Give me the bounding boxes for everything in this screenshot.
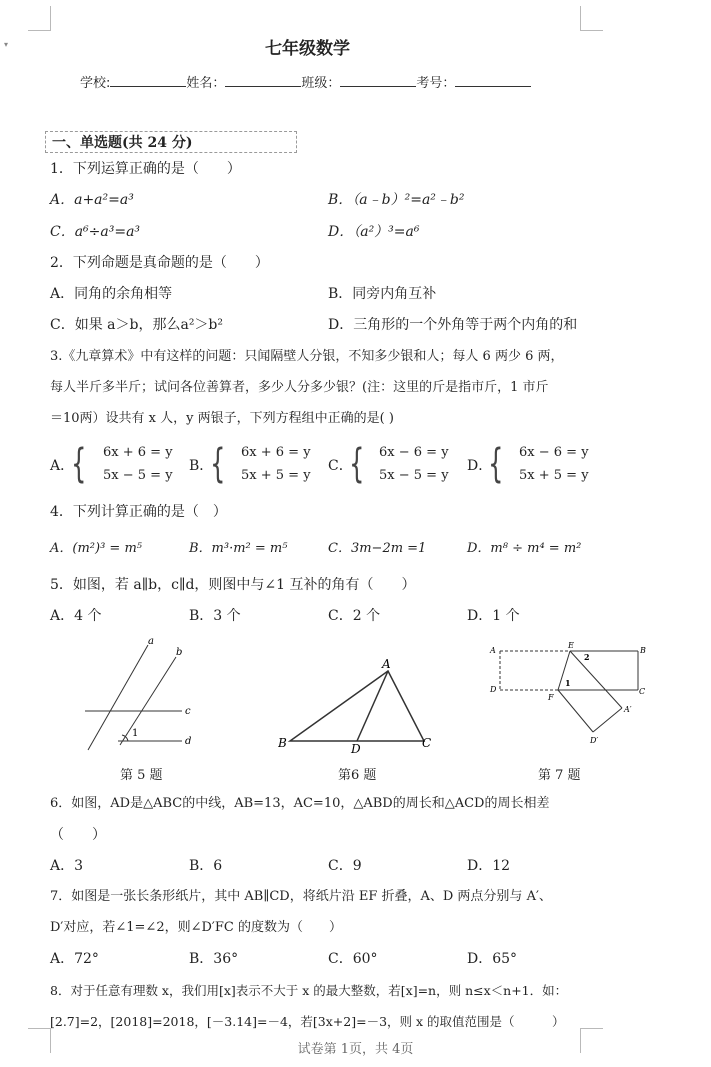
line-a [88, 645, 148, 750]
exam-no-blank[interactable] [455, 73, 531, 87]
caret-icon[interactable]: ▾ [4, 40, 9, 49]
q4-stem: 4．下列计算正确的是（ ） [50, 504, 227, 520]
q6-stem-line2: （ ） [50, 827, 106, 843]
q3-option-label: C． [328, 458, 353, 474]
q3-stem-line3: ＝10两）设共有 x 人，y 两银子，下列方程组中正确的是( ) [50, 411, 394, 426]
label-a: A [382, 657, 391, 671]
label-d: D [351, 742, 361, 755]
label-a: a [148, 636, 154, 647]
figure-6-caption: 第6 题 [338, 768, 377, 783]
q2-option-a: A．同角的余角相等 [50, 286, 173, 302]
label-b: b [176, 647, 183, 658]
q8-stem-line2: [2.7]=2，[2018]=2018，[－3.14]=－4，若[3x+2]=－3，则 x 的取值范围是（ ） [50, 1014, 565, 1029]
figure-6 [278, 655, 438, 755]
q6-stem-line1: 6．如图，AD是△ABC的中线，AB=13，AC=10，△ABD的周长和△ACD的周长相差 [50, 796, 550, 811]
q3-equation-1: 6x − 6 = y [519, 445, 589, 460]
name-label: 姓名： [186, 76, 226, 91]
label-d-prime: D′ [590, 736, 599, 745]
q3-equation-2: 5x + 5 = y [519, 468, 589, 483]
label-b: B [278, 736, 287, 750]
q3-option-label: B． [189, 458, 214, 474]
page-footer: 试卷第 1页，共 4页 [297, 1042, 414, 1057]
q2-option-c: C．如果 a＞b，那么a²＞b² [50, 317, 224, 333]
figure-7 [488, 640, 648, 750]
school-label: 学校: [80, 76, 111, 91]
name-blank[interactable] [225, 73, 301, 87]
q1-option-a: A．a+a²=a³ [50, 192, 134, 208]
label-angle-1: 1 [132, 728, 139, 739]
q3-option-label: D． [467, 458, 493, 474]
q1-option-c: C．a⁶÷a³=a³ [50, 224, 141, 240]
q3-equation-1: 6x − 6 = y [379, 445, 449, 460]
class-label: 班级： [301, 76, 341, 91]
label-c: C [422, 736, 432, 750]
label-d: d [185, 736, 192, 747]
brace-icon: { [210, 441, 226, 487]
q5-option-a: A．4 个 [50, 608, 102, 624]
q3-option-label: A． [50, 458, 75, 474]
q1-option-d: D．（a²）³=a⁶ [328, 224, 420, 240]
school-blank[interactable] [110, 73, 186, 87]
q2-option-d: D．三角形的一个外角等于两个内角的和 [328, 317, 578, 333]
q5-stem: 5．如图，若 a∥b，c∥d，则图中与∠1 互补的角有（ ） [50, 577, 416, 593]
q4-option-b: B．m³·m² = m⁵ [189, 541, 288, 556]
q7-option-c: C．60° [328, 951, 378, 967]
q6-option-b: B．6 [189, 858, 223, 874]
label-a-prime: A′ [624, 705, 632, 714]
q4-option-d: D．m⁸ ÷ m⁴ = m² [467, 541, 582, 556]
q2-stem: 2．下列命题是真命题的是（ ） [50, 255, 269, 271]
label-f: F [548, 693, 554, 702]
q3-stem-line1: 3.《九章算术》中有这样的问题：只闻隔壁人分银，不知多少银和人；每人 6 两少 6 两， [50, 349, 564, 364]
line-b [120, 657, 176, 745]
q2-option-b: B．同旁内角互补 [328, 286, 437, 302]
edge-ea-prime [570, 651, 622, 708]
q7-stem-line1: 7．如图是一张长条形纸片，其中 AB∥CD，将纸片沿 EF 折叠，A、D 两点分别与 A′、 [50, 889, 552, 904]
section-heading: 一、单选题(共 24 分) [45, 131, 297, 153]
q6-option-d: D．12 [467, 858, 511, 874]
info-fields [80, 73, 531, 93]
q7-option-b: B．36° [189, 951, 239, 967]
figure-5 [80, 635, 210, 755]
class-blank[interactable] [340, 73, 416, 87]
brace-icon: { [349, 441, 365, 487]
page-title: 七年级数学 [265, 39, 350, 59]
q5-option-d: D．1 个 [467, 608, 520, 624]
brace-icon: { [71, 441, 87, 487]
corner-mark-top-right [580, 6, 603, 31]
corner-mark-top-left [28, 6, 51, 31]
q3-equation-2: 5x − 5 = y [379, 468, 449, 483]
q7-stem-line2: D′对应，若∠1=∠2，则∠D′FC 的度数为（ ） [50, 920, 342, 935]
q1-stem: 1．下列运算正确的是（ ） [50, 161, 241, 177]
label-b: B [640, 646, 646, 655]
edge-fd-prime [558, 690, 593, 732]
q1-option-b: B．（a﹣b）²=a²﹣b² [328, 192, 465, 208]
label-angle-2: 2 [584, 652, 590, 662]
label-e: E [568, 641, 574, 650]
brace-icon: { [488, 441, 504, 487]
q6-option-c: C．9 [328, 858, 362, 874]
q5-option-c: C．2 个 [328, 608, 381, 624]
q4-option-a: A．(m²)³ = m⁵ [50, 541, 142, 556]
figure-7-caption: 第 7 题 [538, 768, 581, 783]
q8-stem-line1: 8．对于任意有理数 x，我们用[x]表示不大于 x 的最大整数，若[x]=n，则 n≤x＜n+1．如： [50, 983, 568, 998]
q5-option-b: B．3 个 [189, 608, 241, 624]
figure-5-caption: 第 5 题 [120, 768, 163, 783]
label-c: c [185, 706, 191, 717]
q6-option-a: A．3 [50, 858, 84, 874]
q3-equation-2: 5x + 5 = y [241, 468, 311, 483]
label-c: C [639, 687, 646, 696]
q7-option-d: D．65° [467, 951, 518, 967]
edge-a-prime-d-prime [593, 708, 622, 732]
q3-equation-2: 5x − 5 = y [103, 468, 173, 483]
q7-option-a: A．72° [50, 951, 99, 967]
label-a: A [490, 646, 496, 655]
exam-no-label: 考号： [416, 76, 456, 91]
triangle-abc [290, 671, 424, 741]
label-angle-1: 1 [565, 678, 571, 688]
q3-equation-1: 6x + 6 = y [103, 445, 173, 460]
q3-stem-line2: 每人半斤多半斤；试问各位善算者，多少人分多少银？(注：这里的斤是指市斤，1 市斤 [50, 380, 549, 395]
q3-equation-1: 6x + 6 = y [241, 445, 311, 460]
q4-option-c: C．3m−2m =1 [328, 541, 427, 556]
label-d: D [490, 685, 497, 694]
